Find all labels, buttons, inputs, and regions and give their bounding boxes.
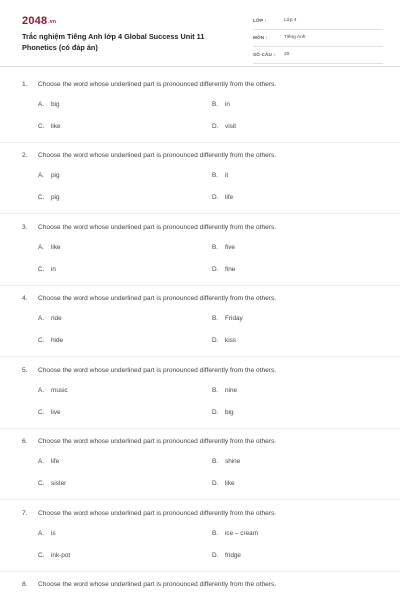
question-number: 6. [22,438,28,445]
option-text: like [51,123,61,130]
question-number: 3. [22,224,28,231]
option-letter: C. [38,552,45,559]
question-number: 1. [22,81,28,88]
option-letter: B. [212,387,219,394]
option-letter: B. [212,101,219,108]
option-text: pig [51,172,60,179]
option-letter: A. [38,244,45,251]
option-c[interactable] [38,194,60,201]
option-letter: B. [212,315,219,322]
option-text: like [51,244,61,251]
option-text: pig [51,194,60,201]
meta-row-subject [253,33,383,47]
option-text: like [225,480,235,487]
option-letter: C. [38,409,45,416]
page-title: Trắc nghiệm Tiếng Anh lớp 4 Global Success Unit 11 Phonetics (có đáp án) [22,32,205,52]
option-letter: D. [212,552,219,559]
option-letter: B. [212,172,219,179]
option-d[interactable] [212,337,236,344]
question-divider [0,142,400,143]
option-text: big [225,409,234,416]
meta-info [253,16,383,67]
meta-value: Lớp 4 [284,18,297,23]
option-d[interactable] [212,552,241,559]
option-c[interactable] [38,266,56,273]
meta-label: MÔN : [253,35,268,40]
option-text: Friday [225,315,243,322]
option-letter: D. [212,480,219,487]
option-letter: C. [38,194,45,201]
option-b[interactable] [212,172,228,179]
option-text: ink-pot [51,552,71,559]
option-b[interactable] [212,244,235,251]
option-text: life [225,194,234,201]
option-text: fridge [225,552,241,559]
question-divider [0,285,400,286]
header-divider [0,66,400,67]
option-d[interactable] [212,194,233,201]
option-text: shine [225,458,241,465]
logo-brand: 2048 [22,15,48,27]
question-text: Choose the word whose underlined part is pronounced differently from the others. [38,295,277,302]
question-divider [0,571,400,572]
meta-row-count [253,50,383,64]
option-letter: A. [38,458,45,465]
option-text: life [51,458,60,465]
option-text: in [225,101,230,108]
site-logo[interactable] [22,15,56,27]
question-number: 7. [22,510,28,517]
option-text: kiss [225,337,237,344]
question-number: 5. [22,367,28,374]
option-letter: C. [38,337,45,344]
logo-tld: .vn [48,19,57,25]
option-letter: A. [38,530,45,537]
option-c[interactable] [38,552,70,559]
option-d[interactable] [212,266,235,273]
option-text: music [51,387,68,394]
question-text: Choose the word whose underlined part is pronounced differently from the others. [38,581,277,588]
option-letter: A. [38,172,45,179]
option-text: fine [225,266,236,273]
option-text: live [51,409,61,416]
option-d[interactable] [212,480,235,487]
option-text: is [51,530,56,537]
question-divider [0,428,400,429]
option-text: ice – cream [225,530,259,537]
option-text: big [51,101,60,108]
question-number: 2. [22,152,28,159]
option-text: visit [225,123,237,130]
meta-label: SỐ CÂU : [253,52,276,57]
option-letter: D. [212,337,219,344]
option-d[interactable] [212,409,234,416]
question-number: 8. [22,581,28,588]
option-a[interactable] [38,244,61,251]
option-text: hide [51,337,64,344]
option-letter: B. [212,530,219,537]
question-text: Choose the word whose underlined part is pronounced differently from the others. [38,152,277,159]
option-a[interactable] [38,315,62,322]
option-c[interactable] [38,480,66,487]
option-a[interactable] [38,387,68,394]
option-text: ride [51,315,62,322]
option-letter: D. [212,194,219,201]
option-b[interactable] [212,315,243,322]
option-letter: A. [38,315,45,322]
question-divider [0,499,400,500]
meta-row-class [253,16,383,30]
option-a[interactable] [38,458,59,465]
question-text: Choose the word whose underlined part is pronounced differently from the others. [38,224,277,231]
option-letter: B. [212,458,219,465]
question-text: Choose the word whose underlined part is pronounced differently from the others. [38,510,277,517]
option-b[interactable] [212,458,240,465]
meta-value: Tiếng Anh [284,35,306,40]
option-letter: B. [212,244,219,251]
option-text: it [225,172,229,179]
question-divider [0,356,400,357]
option-b[interactable] [212,530,258,537]
question-number: 4. [22,295,28,302]
option-letter: D. [212,123,219,130]
meta-value: 20 [284,52,290,57]
option-text: nine [225,387,238,394]
option-letter: A. [38,101,45,108]
option-letter: C. [38,123,45,130]
option-text: five [225,244,235,251]
header [0,0,400,66]
option-letter: D. [212,409,219,416]
option-text: in [51,266,56,273]
option-letter: D. [212,266,219,273]
option-a[interactable] [38,172,60,179]
option-text: sister [51,480,67,487]
question-text: Choose the word whose underlined part is pronounced differently from the others. [38,438,277,445]
option-c[interactable] [38,337,63,344]
option-a[interactable] [38,101,60,108]
question-divider [0,213,400,214]
option-b[interactable] [212,101,230,108]
option-a[interactable] [38,530,56,537]
option-c[interactable] [38,123,61,130]
option-b[interactable] [212,387,237,394]
option-letter: A. [38,387,45,394]
question-text: Choose the word whose underlined part is pronounced differently from the others. [38,81,277,88]
option-letter: C. [38,266,45,273]
question-text: Choose the word whose underlined part is pronounced differently from the others. [38,367,277,374]
option-c[interactable] [38,409,61,416]
option-letter: C. [38,480,45,487]
meta-label: LỚP : [253,18,267,23]
option-d[interactable] [212,123,236,130]
